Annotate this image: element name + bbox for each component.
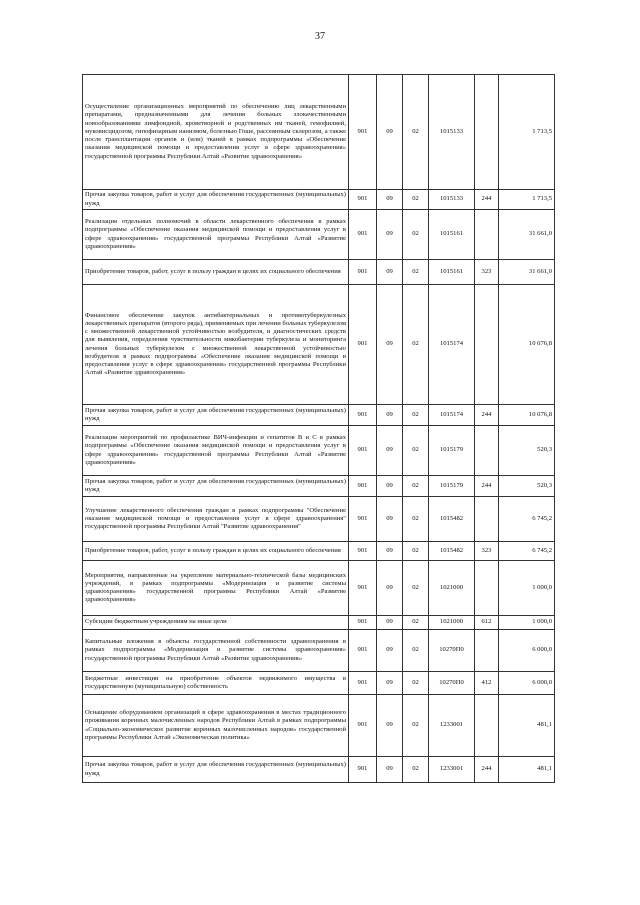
section-code: 09 (377, 405, 403, 426)
amount: 1 000,0 (499, 616, 555, 630)
table-row (83, 672, 555, 695)
ministry-code: 901 (349, 190, 377, 210)
amount: 1 713,5 (499, 75, 555, 190)
ministry-code: 901 (349, 561, 377, 616)
table-row (83, 757, 555, 783)
table-row (83, 695, 555, 757)
subsection-code: 02 (403, 426, 429, 476)
target-article-code: 1015174 (429, 405, 475, 426)
ministry-code: 901 (349, 695, 377, 757)
table-row (83, 561, 555, 616)
expense-type-code: 244 (475, 476, 499, 497)
section-code: 09 (377, 285, 403, 405)
subsection-code: 02 (403, 542, 429, 561)
ministry-code: 901 (349, 260, 377, 285)
table-row (83, 210, 555, 260)
row-description: Реализация мероприятий по профилактике ВИЧ-инфекции и гепатитов В и С в рамках подпрограммы «Обеспечение оказания медицинской помощи и предоставления услуг в сфере здравоохранения» государственной программы Республики Алтай «Развитие здравоохранения» (83, 426, 349, 476)
row-description: Приобретение товаров, работ, услуг в пользу граждан в целях их социального обеспечения (83, 542, 349, 561)
amount: 1 713,5 (499, 190, 555, 210)
amount: 6 000,0 (499, 630, 555, 672)
expense-type-code: 244 (475, 190, 499, 210)
subsection-code: 02 (403, 616, 429, 630)
target-article-code: 1015179 (429, 426, 475, 476)
expense-type-code (475, 285, 499, 405)
row-description: Оснащение оборудованием организаций в сфере здравоохранения в местах традиционного проживания коренных малочисленных народов Республики Алтай в рамках подпрограммы «Социально-экономическое развитие коренных малочисленных народов» государственной программы Республики Алтай «Экономическая политика» (83, 695, 349, 757)
target-article-code: 1015133 (429, 75, 475, 190)
amount: 520,3 (499, 426, 555, 476)
subsection-code: 02 (403, 757, 429, 783)
amount: 6 000,0 (499, 672, 555, 695)
subsection-code: 02 (403, 630, 429, 672)
row-description: Улучшение лекарственного обеспечения граждан в рамках подпрограммы "Обеспечение оказания медицинской помощи и предоставления услуг в сфере здравоохранения" государственной программы Республики Алтай "Развитие здравоохранения" (83, 497, 349, 542)
subsection-code: 02 (403, 260, 429, 285)
expense-type-code: 323 (475, 260, 499, 285)
ministry-code: 901 (349, 426, 377, 476)
amount: 10 076,8 (499, 405, 555, 426)
subsection-code: 02 (403, 190, 429, 210)
target-article-code: 1015161 (429, 210, 475, 260)
ministry-code: 901 (349, 405, 377, 426)
target-article-code: 1021000 (429, 561, 475, 616)
target-article-code: 10270П0 (429, 630, 475, 672)
target-article-code: 1015133 (429, 190, 475, 210)
ministry-code: 901 (349, 476, 377, 497)
target-article-code: 1233001 (429, 695, 475, 757)
section-code: 09 (377, 497, 403, 542)
table-row (83, 616, 555, 630)
ministry-code: 901 (349, 672, 377, 695)
row-description: Прочая закупка товаров, работ и услуг для обеспечения государственных (муниципальных) нужд (83, 476, 349, 497)
amount: 10 076,8 (499, 285, 555, 405)
row-description: Капитальные вложения в объекты государственной собственности здравоохранения в рамках подпрограммы «Модернизация и развитие системы здравоохранения» государственной программы Республики Алтай «Развитие здравоохранения» (83, 630, 349, 672)
expense-type-code (475, 426, 499, 476)
table-row (83, 426, 555, 476)
table-row (83, 542, 555, 561)
row-description: Бюджетные инвестиции на приобретение объектов недвижимого имущества в государственную (муниципальную) собственность (83, 672, 349, 695)
row-description: Финансовое обеспечение закупок антибактериальных и противотуберкулезных лекарственных препаратов (второго ряда), применяемых при лечении больных туберкулезом с множественной лекарственной устойчивостью возбудителя, и диагностических средств для выявления, определения чувствительности микобактерии туберкулеза и мониторинга лечения больных туберкулезом с множественной лекарственной устойчивостью возбудителя в рамках подпрограммы «Обеспечение оказания медицинской помощи и предоставления услуг в сфере здравоохранения» государственной программы Республики Алтай «Развитие здравоохранения» (83, 285, 349, 405)
expense-type-code: 412 (475, 672, 499, 695)
target-article-code: 1233001 (429, 757, 475, 783)
target-article-code: 1015482 (429, 497, 475, 542)
subsection-code: 02 (403, 476, 429, 497)
expense-type-code (475, 695, 499, 757)
amount: 520,3 (499, 476, 555, 497)
amount: 31 661,0 (499, 210, 555, 260)
section-code: 09 (377, 616, 403, 630)
expense-type-code: 244 (475, 757, 499, 783)
section-code: 09 (377, 190, 403, 210)
section-code: 09 (377, 672, 403, 695)
table-row (83, 497, 555, 542)
table-row (83, 75, 555, 190)
amount: 6 745,2 (499, 542, 555, 561)
expense-type-code: 244 (475, 405, 499, 426)
budget-table (82, 74, 555, 783)
amount: 6 745,2 (499, 497, 555, 542)
table-row (83, 476, 555, 497)
section-code: 09 (377, 426, 403, 476)
expense-type-code (475, 630, 499, 672)
expense-type-code (475, 75, 499, 190)
row-description: Прочая закупка товаров, работ и услуг для обеспечения государственных (муниципальных) нужд (83, 405, 349, 426)
ministry-code: 901 (349, 757, 377, 783)
amount: 481,1 (499, 757, 555, 783)
subsection-code: 02 (403, 561, 429, 616)
target-article-code: 1015179 (429, 476, 475, 497)
amount: 1 000,0 (499, 561, 555, 616)
expense-type-code: 612 (475, 616, 499, 630)
target-article-code: 1015482 (429, 542, 475, 561)
ministry-code: 901 (349, 75, 377, 190)
section-code: 09 (377, 561, 403, 616)
table-row (83, 285, 555, 405)
expense-type-code: 323 (475, 542, 499, 561)
ministry-code: 901 (349, 210, 377, 260)
subsection-code: 02 (403, 695, 429, 757)
table-body (83, 75, 555, 783)
section-code: 09 (377, 75, 403, 190)
target-article-code: 1015174 (429, 285, 475, 405)
section-code: 09 (377, 476, 403, 497)
expense-type-code (475, 561, 499, 616)
subsection-code: 02 (403, 210, 429, 260)
amount: 481,1 (499, 695, 555, 757)
ministry-code: 901 (349, 542, 377, 561)
amount: 31 661,0 (499, 260, 555, 285)
target-article-code: 10270П0 (429, 672, 475, 695)
ministry-code: 901 (349, 497, 377, 542)
table-row (83, 405, 555, 426)
row-description: Субсидии бюджетным учреждениям на иные цели (83, 616, 349, 630)
row-description: Прочая закупка товаров, работ и услуг для обеспечения государственных (муниципальных) нужд (83, 757, 349, 783)
row-description: Осуществление организационных мероприятий по обеспечению лиц лекарственными препаратами, предназначенными для лечения больных злокачественными новообразованиями лимфоидной, кроветворной и родственных им тканей, гемофилией, муковисцидозом, гипофизарным нанизмом, болезнью Гоше, рассеянным склерозом, а также после трансплантации органов и (или) тканей в рамках подпрограммы «Обеспечение оказания медицинской помощи и предоставления услуг в сфере здравоохранения» государственной программы Республики Алтай «Развитие здравоохранения» (83, 75, 349, 190)
row-description: Реализация отдельных полномочий в области лекарственного обеспечения в рамках подпрограммы «Обеспечение оказания медицинской помощи и предоставления услуг в сфере здравоохранения» государственной программы Республики Алтай «Развитие здравоохранения» (83, 210, 349, 260)
ministry-code: 901 (349, 285, 377, 405)
section-code: 09 (377, 630, 403, 672)
subsection-code: 02 (403, 405, 429, 426)
section-code: 09 (377, 210, 403, 260)
subsection-code: 02 (403, 75, 429, 190)
page-number: 37 (315, 31, 325, 42)
row-description: Мероприятия, направленные на укрепление материально-технической базы медицинских учреждений, в рамках подпрограммы «Модернизация и развитие системы здравоохранения» государственной программы Республики Алтай «Развитие здравоохранения» (83, 561, 349, 616)
expense-type-code (475, 210, 499, 260)
subsection-code: 02 (403, 672, 429, 695)
section-code: 09 (377, 542, 403, 561)
table-row (83, 190, 555, 210)
table-row (83, 630, 555, 672)
expense-type-code (475, 497, 499, 542)
section-code: 09 (377, 695, 403, 757)
target-article-code: 1021000 (429, 616, 475, 630)
subsection-code: 02 (403, 285, 429, 405)
section-code: 09 (377, 757, 403, 783)
row-description: Прочая закупка товаров, работ и услуг для обеспечения государственных (муниципальных) нужд (83, 190, 349, 210)
target-article-code: 1015161 (429, 260, 475, 285)
row-description: Приобретение товаров, работ, услуг в пользу граждан в целях их социального обеспечения (83, 260, 349, 285)
subsection-code: 02 (403, 497, 429, 542)
section-code: 09 (377, 260, 403, 285)
ministry-code: 901 (349, 630, 377, 672)
table-row (83, 260, 555, 285)
ministry-code: 901 (349, 616, 377, 630)
